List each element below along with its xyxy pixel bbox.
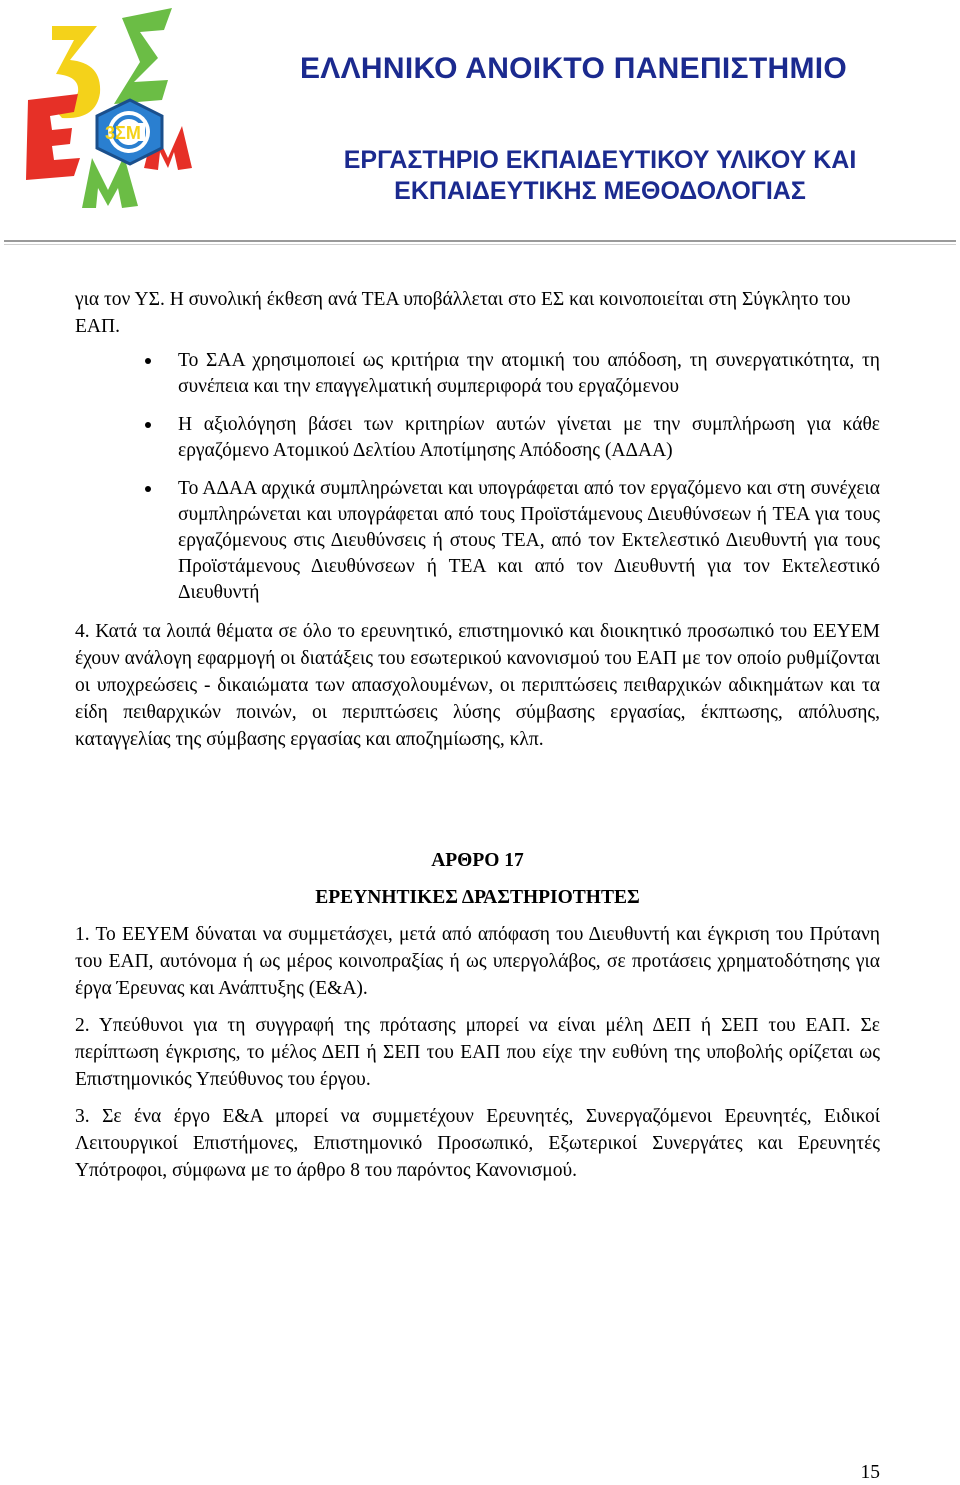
bullet-icon bbox=[145, 358, 151, 364]
paragraph-4: 4. Κατά τα λοιπά θέματα σε όλο το ερευνητικό, επιστημονικό και διοικητικό προσωπικό του ΕΕΥΕΜ έχουν ανάλογη εφαρμογή οι διατάξεις του εσωτερικού κανονισμού του ΕΑΠ με τον οποίο ρυθμίζονται οι υποχρεώσεις - δικαιώματα των απασχολουμένων, οι περιπτώσεις πειθαρχικών αδικημάτων και τα είδη πειθαρχικών ποινών, οι περιπτώσεις λύσης σύμβασης εργασίας, έκπτωσης, απόλυσης, καταγγελίας της σύμβασης εργασίας και αποζημίωσης, κλπ. bbox=[75, 621, 880, 750]
list-item bbox=[178, 476, 880, 606]
eeyem-logo bbox=[22, 8, 212, 228]
list-item-text: Η αξιολόγηση βάσει των κριτηρίων αυτών γίνεται με την συμπλήρωση για κάθε εργαζόμενο Ατομικού Δελτίου Αποτίμησης Απόδοσης (ΑΔΑΑ) bbox=[178, 414, 880, 461]
document-body bbox=[75, 286, 880, 1184]
article-paragraph-1: 1. Το ΕΕΥΕΜ δύναται να συμμετάσχει, μετά από απόφαση του Διευθυντή και έγκριση του Πρύτανη του ΕΑΠ, αυτόνομα ή ως μέρος κοινοπραξίας ή ως υπεργολάβος, σε προτάσεις χρηματοδότησης για έργα Έρευνας και Ανάπτυξης (Ε&Α). bbox=[75, 924, 880, 999]
list-item bbox=[178, 412, 880, 464]
list-item-text: Το ΑΔΑΑ αρχικά συμπληρώνεται και υπογράφεται από τον εργαζόμενο και στη συνέχεια συμπληρώνεται και υπογράφεται από τους Προϊστάμενους Διευθύνσεων ή ΤΕΑ για τους εργαζόμενους στις Διευθύνσεις ή στους ΤΕΑ, από τον Εκτελεστικό Διευθυντή για τους Προϊστάμενους Διευθύνσεων ή ΤΕΑ και από τον Διευθυντή για τον Εκτελεστικό Διευθυντή bbox=[178, 478, 880, 603]
criteria-list bbox=[75, 348, 880, 606]
article-paragraph-2: 2. Υπεύθυνοι για τη συγγραφή της πρότασης μπορεί να είναι μέλη ΔΕΠ ή ΣΕΠ του ΕΑΠ. Σε περίπτωση έγκρισης, το μέλος ΔΕΠ ή ΣΕΠ του ΕΑΠ που είχε την ευθύνη της υποβολής ορίζεται ως Επιστημονικός Υπεύθυνος του έργου. bbox=[75, 1015, 880, 1090]
header-divider-thin bbox=[4, 244, 956, 245]
list-item bbox=[178, 348, 880, 400]
bullet-icon bbox=[145, 486, 151, 492]
article-paragraph-3: 3. Σε ένα έργο Ε&Α μπορεί να συμμετέχουν Ερευνητές, Συνεργαζόμενοι Ερευνητές, Ειδικοί Λειτουργικοί Επιστήμονες, Επιστημονικό Προσωπικό, Εξωτερικοί Συνεργάτες και Ερευνητές Υπότροφοι, σύμφωνα με το άρθρο 8 του παρόντος Κανονισμού. bbox=[75, 1106, 880, 1181]
header-divider bbox=[4, 240, 956, 242]
page-header bbox=[0, 0, 960, 250]
lab-title-line2: ΕΚΠΑΙΔΕΥΤΙΚΗΣ ΜΕΘΟΔΟΛΟΓΙΑΣ bbox=[394, 177, 806, 205]
lab-title bbox=[300, 145, 900, 207]
page-number: 15 bbox=[860, 1462, 880, 1483]
list-item-text: Το ΣΑΑ χρησιμοποιεί ως κριτήρια την ατομική του απόδοση, τη συνεργατικότητα, τη συνέπεια και την επαγγελματική συμπεριφορά του εργαζόμενου bbox=[178, 350, 880, 397]
intro-paragraph: για τον ΥΣ. Η συνολική έκθεση ανά ΤΕΑ υποβάλλεται στο ΕΣ και κοινοποιείται στη Σύγκλητο του ΕΑΠ. bbox=[75, 289, 851, 337]
lab-title-line1: ΕΡΓΑΣΤΗΡΙΟ ΕΚΠΑΙΔΕΥΤΙΚΟΥ ΥΛΙΚΟΥ ΚΑΙ bbox=[343, 146, 857, 174]
article-title: ΑΡΘΡΟ 17 bbox=[431, 850, 524, 871]
article-subtitle: ΕΡΕΥΝΗΤΙΚΕΣ ΔΡΑΣΤΗΡΙΟΤΗΤΕΣ bbox=[315, 887, 640, 908]
university-title: ΕΛΛΗΝΙΚΟ ΑΝΟΙΚΤΟ ΠΑΝΕΠΙΣΤΗΜΙΟ bbox=[300, 52, 848, 85]
bullet-icon bbox=[145, 422, 151, 428]
logo-wordmark: 3ΣΜ bbox=[105, 123, 141, 143]
